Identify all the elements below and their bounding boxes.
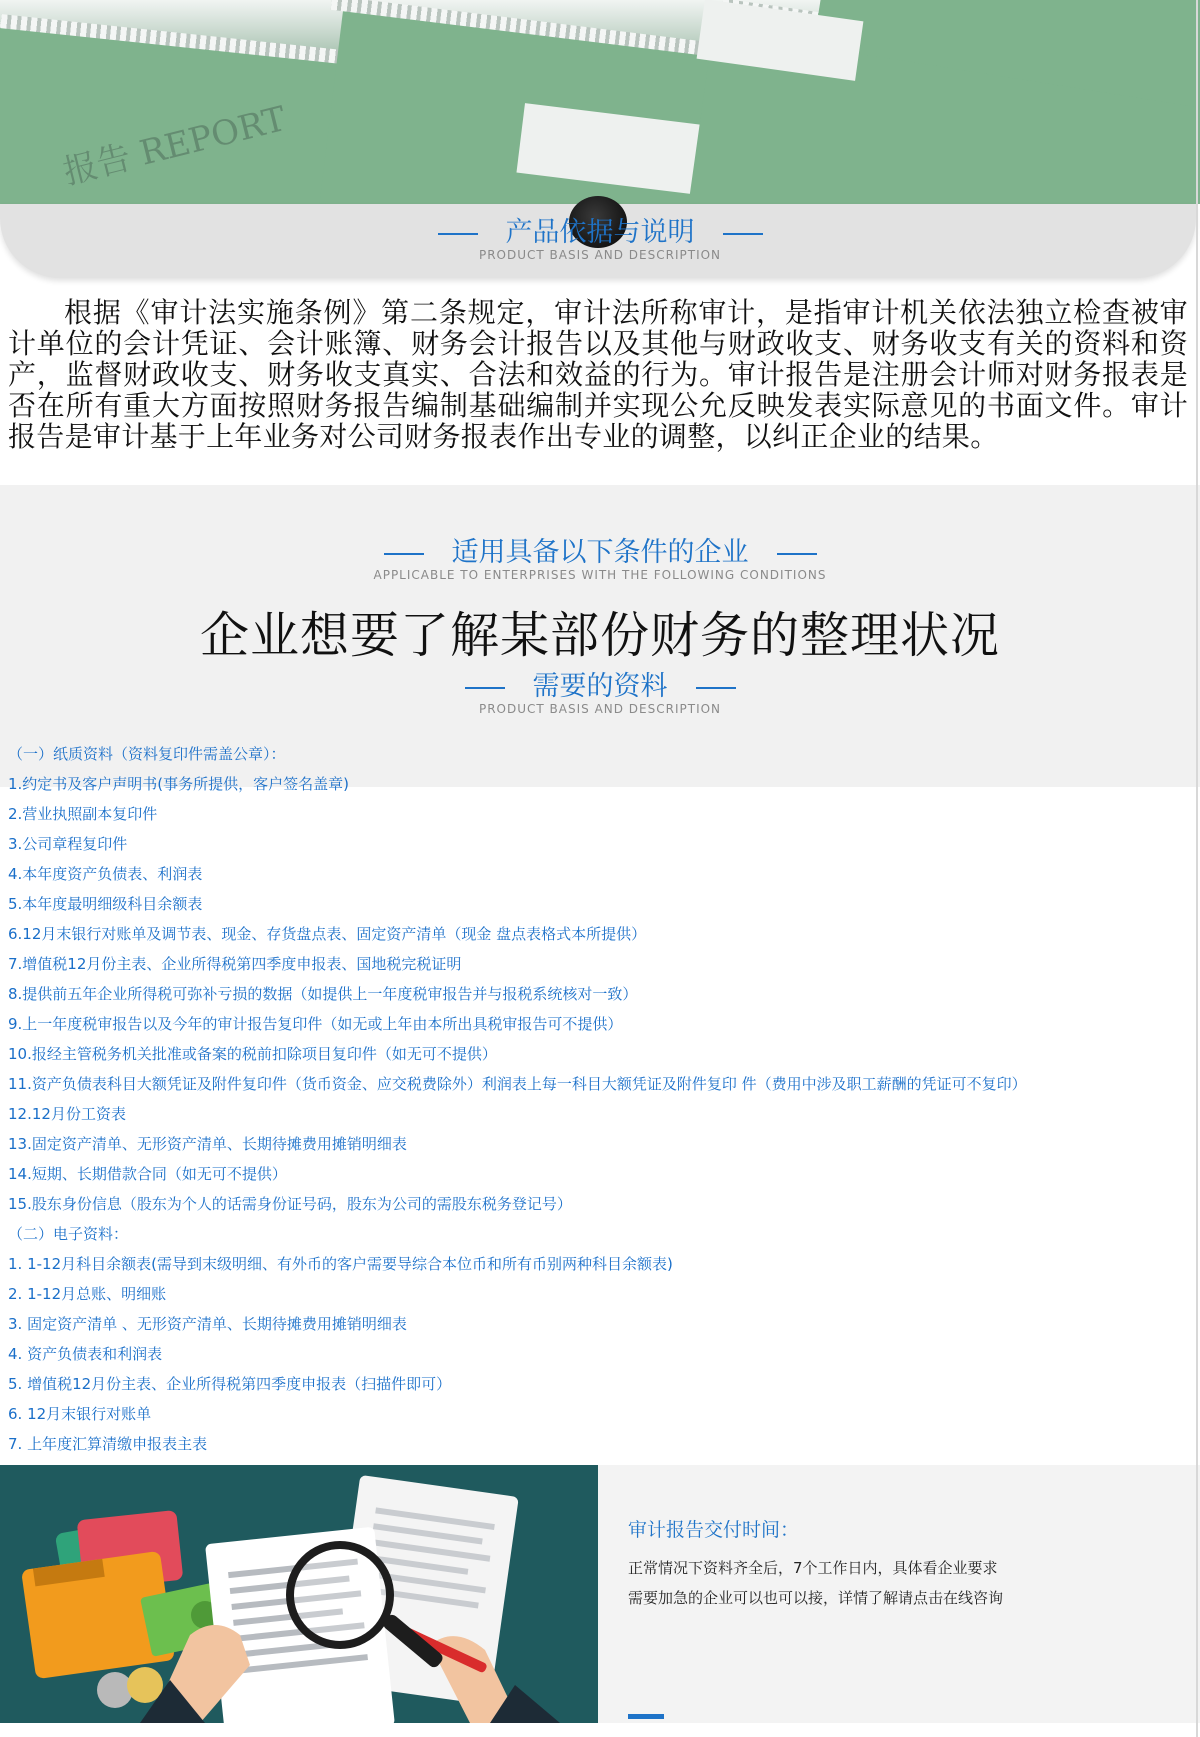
list-item: 3.公司章程复印件 — [8, 835, 128, 853]
section-title-materials — [0, 664, 1200, 703]
conditions-headline: 企业想要了解某部份财务的整理状况 — [199, 607, 1000, 664]
section-subtitle-basis: PRODUCT BASIS AND DESCRIPTION — [478, 248, 722, 262]
section-title-text: 适用具备以下条件的企业 — [451, 537, 749, 568]
delivery-title: 审计报告交付时间： — [628, 1519, 800, 1541]
accent-bar — [628, 1714, 664, 1719]
list-item: （一）纸质资料（资料复印件需盖公章）： — [8, 745, 286, 763]
delivery-line-urgent: 需要加急的企业可以也可以接，详情了解请点击在线咨询 — [628, 1589, 1004, 1607]
delivery-info-panel — [598, 1465, 1200, 1723]
dash-left — [438, 233, 478, 235]
list-item: 9.上一年度税审报告以及今年的审计报告复印件（如无或上年由本所出具税审报告可不提供） — [8, 1015, 623, 1033]
magnifier-documents-icon — [0, 1465, 598, 1723]
intro-paragraph: 根据《审计法实施条例》第二条规定，审计法所称审计，是指审计机关依法独立检查被审计单位的会计凭证、会计账簿、财务会计报告以及其他与财政收支、财务收支有关的资料和资产，监督财政收支、财务收支真实、合法和效益的行为。审计报告是注册会计师对财务报表是否在所有重大方面按照财务报告编制基础编制并实现公允反映发表实际意见的书面文件。审计报告是审计基于上年业务对公司财务报表作出专业的调整，以纠正企业的结果。 — [8, 296, 1188, 453]
list-item: 11.资产负债表科目大额凭证及附件复印件（货币资金、应交税费除外）利润表上每一科目大额凭证及附件复印 件（费用中涉及职工薪酬的凭证可不复印） — [8, 1075, 1027, 1093]
dash-right — [696, 687, 736, 689]
materials-list — [8, 739, 1188, 1459]
list-item: 2.营业执照副本复印件 — [8, 805, 158, 823]
section-subtitle-materials: PRODUCT BASIS AND DESCRIPTION — [478, 702, 722, 716]
delivery-line-normal: 正常情况下资料齐全后，7个工作日内，具体看企业要求 — [628, 1559, 998, 1577]
list-item: 6.12月末银行对账单及调节表、现金、存货盘点表、固定资产清单（现金 盘点表格式本所提供） — [8, 925, 647, 943]
report-stamp: 报告 REPORT — [59, 98, 290, 193]
list-item: 10.报经主管税务机关批准或备案的税前扣除项目复印件（如无可不提供） — [8, 1045, 497, 1063]
dash-right — [723, 233, 763, 235]
list-item: 8.提供前五年企业所得税可弥补亏损的数据（如提供上一年度税审报告并与报税系统核对一致） — [8, 985, 638, 1003]
list-item: 12.12月份工资表 — [8, 1105, 126, 1123]
list-item: （二）电子资料： — [8, 1225, 129, 1243]
list-item: 4. 资产负债表和利润表 — [8, 1345, 163, 1363]
section-title-text: 产品依据与说明 — [505, 217, 695, 248]
list-item: 7. 上年度汇算清缴申报表主表 — [8, 1435, 208, 1453]
list-item: 3. 固定资产清单 、无形资产清单、长期待摊费用摊销明细表 — [8, 1315, 407, 1333]
section-title-basis — [0, 210, 1200, 249]
right-edge-divider — [1196, 0, 1198, 1737]
dash-left — [465, 687, 505, 689]
hero-banner-image — [0, 0, 1200, 204]
dash-left — [384, 553, 424, 555]
list-item: 14.短期、长期借款合同（如无可不提供） — [8, 1165, 287, 1183]
list-item: 5.本年度最明细级科目余额表 — [8, 895, 203, 913]
dash-right — [777, 553, 817, 555]
list-item: 13.固定资产清单、无形资产清单、长期待摊费用摊销明细表 — [8, 1135, 407, 1153]
list-item: 4.本年度资产负债表、利润表 — [8, 865, 203, 883]
list-item: 1.约定书及客户声明书(事务所提供，客户签名盖章) — [8, 775, 350, 793]
section-subtitle-conditions: APPLICABLE TO ENTERPRISES WITH THE FOLLOWING CONDITIONS — [373, 568, 827, 582]
audit-illustration — [0, 1465, 598, 1723]
list-item: 7.增值税12月份主表、企业所得税第四季度申报表、国地税完税证明 — [8, 955, 462, 973]
list-item: 2. 1-12月总账、明细账 — [8, 1285, 167, 1303]
list-item: 1. 1-12月科目余额表(需导到末级明细、有外币的客户需要导综合本位币和所有币别两种科目余额表) — [8, 1255, 673, 1273]
list-item: 5. 增值税12月份主表、企业所得税第四季度申报表（扫描件即可） — [8, 1375, 452, 1393]
section-title-conditions — [0, 530, 1200, 569]
section-title-text: 需要的资料 — [532, 671, 668, 702]
list-item: 15.股东身份信息（股东为个人的话需身份证号码，股东为公司的需股东税务登记号） — [8, 1195, 572, 1213]
list-item: 6. 12月末银行对账单 — [8, 1405, 152, 1423]
